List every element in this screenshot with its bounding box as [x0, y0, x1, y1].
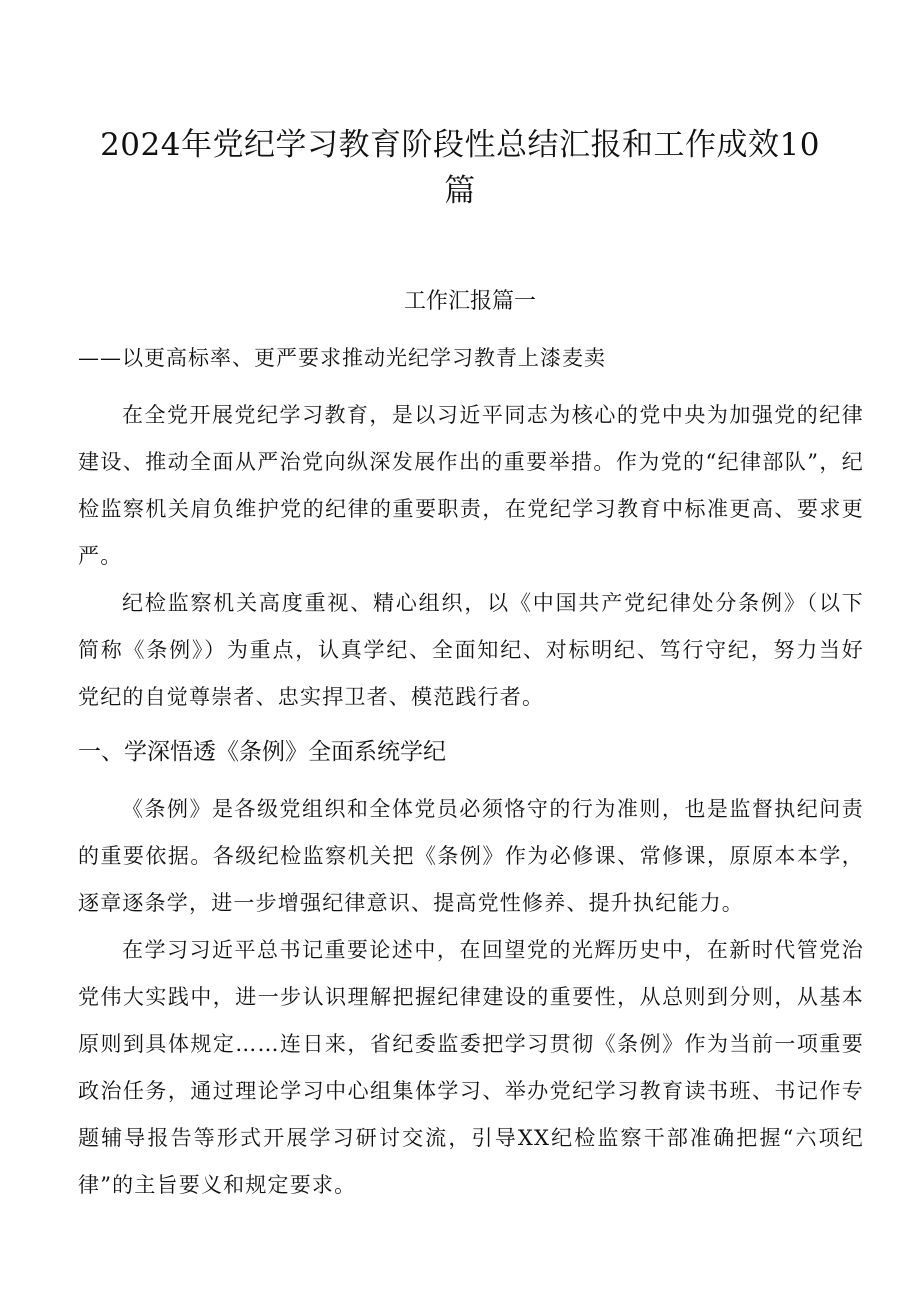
document-subtitle: ——以更高标率、更严要求推动光纪学习教青上漆麦卖 [78, 346, 606, 370]
section-heading-1: 一、学深悟透《条例》全面系统学纪 [78, 739, 446, 765]
paragraph-regulation: 《条例》是各级党组织和全体党员必须恪守的行为准则，也是监督执纪问责的重要依据。各级纪检监察机关把《条例》作为必修课、常修课，原原本本学，逐章逐条学，进一步增强纪律意识、提高党性修养、提升执纪能力。 [78, 797, 864, 915]
document-title: 2024年党纪学习教育阶段性总结汇报和工作成效10篇 [100, 127, 820, 209]
section-label: 工作汇报篇一 [403, 289, 536, 314]
paragraph-organization: 纪检监察机关高度重视、精心组织，以《中国共产党纪律处分条例》（以下简称《条例》）为重点，认真学纪、全面知纪、对标明纪、笃行守纪，努力当好党纪的自觉尊崇者、忠实捍卫者、模范践行者。 [78, 591, 864, 709]
paragraph-study: 在学习习近平总书记重要论述中，在回望党的光辉历史中，在新时代管党治党伟大实践中，进一步认识理解把握纪律建设的重要性，从总则到分则，从基本原则到具体规定……连日来，省纪委监委把学习贯彻《条例》作为当前一项重要政治任务，通过理论学习中心组集体学习、举办党纪学习教育读书班、书记作专题辅导报告等形式开展学习研讨交流，引导XX纪检监察干部准确把握“六项纪律”的主旨要义和规定要求。 [78, 938, 864, 1197]
paragraph-intro: 在全党开展党纪学习教育，是以习近平同志为核心的党中央为加强党的纪律建设、推动全面从严治党向纵深发展作出的重要举措。作为党的“纪律部队”，纪检监察机关肩负维护党的纪律的重要职责，在党纪学习教育中标准更高、要求更严。 [78, 403, 864, 568]
